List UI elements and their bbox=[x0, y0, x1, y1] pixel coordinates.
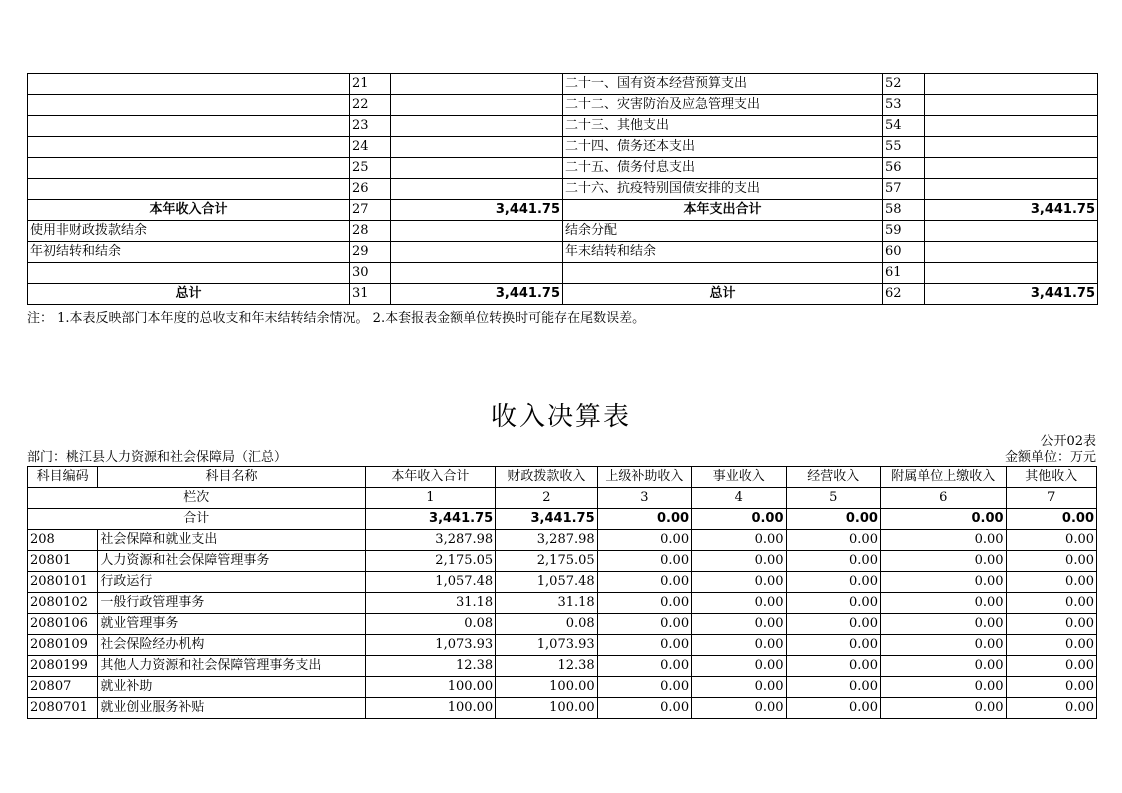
amount-cell: 0.00 bbox=[692, 572, 786, 593]
subject-code: 2080109 bbox=[28, 635, 98, 656]
expense-item-label: 二十六、抗疫特别国债安排的支出 bbox=[563, 179, 883, 200]
balance-row bbox=[28, 95, 1098, 116]
income-line-number: 26 bbox=[350, 179, 391, 200]
expense-amount bbox=[925, 158, 1098, 179]
expense-amount bbox=[925, 242, 1098, 263]
amount-cell: 0.00 bbox=[1006, 593, 1096, 614]
expense-item-label: 二十二、灾害防治及应急管理支出 bbox=[563, 95, 883, 116]
subject-code: 2080199 bbox=[28, 656, 98, 677]
expense-line-number: 53 bbox=[883, 95, 925, 116]
subject-code: 2080701 bbox=[28, 698, 98, 719]
amount-cell: 0.00 bbox=[786, 698, 880, 719]
expense-line-number: 56 bbox=[883, 158, 925, 179]
total-value: 0.00 bbox=[597, 509, 691, 530]
income-amount bbox=[391, 179, 563, 200]
amount-cell: 0.00 bbox=[1006, 635, 1096, 656]
expense-line-number: 55 bbox=[883, 137, 925, 158]
amount-cell: 0.00 bbox=[1006, 698, 1096, 719]
amount-cell: 0.00 bbox=[786, 677, 880, 698]
total-value: 3,441.75 bbox=[365, 509, 496, 530]
total-value: 0.00 bbox=[786, 509, 880, 530]
income-amount bbox=[391, 158, 563, 179]
expense-amount bbox=[925, 263, 1098, 284]
income-amount: 3,441.75 bbox=[391, 284, 563, 305]
income-item-label bbox=[28, 137, 350, 158]
income-line-number: 27 bbox=[350, 200, 391, 221]
expense-line-number: 60 bbox=[883, 242, 925, 263]
income-line-number: 30 bbox=[350, 263, 391, 284]
balance-row bbox=[28, 137, 1098, 158]
amount-cell: 100.00 bbox=[365, 698, 496, 719]
amount-cell: 0.00 bbox=[1006, 530, 1096, 551]
balance-row bbox=[28, 284, 1098, 305]
income-amount: 3,441.75 bbox=[391, 200, 563, 221]
amount-cell: 0.00 bbox=[786, 572, 880, 593]
expense-amount: 3,441.75 bbox=[925, 200, 1098, 221]
expense-amount bbox=[925, 179, 1098, 200]
subject-code: 2080101 bbox=[28, 572, 98, 593]
expense-amount bbox=[925, 221, 1098, 242]
balance-row bbox=[28, 158, 1098, 179]
amount-cell: 0.00 bbox=[597, 635, 691, 656]
income-line-number: 29 bbox=[350, 242, 391, 263]
amount-cell: 0.00 bbox=[880, 551, 1006, 572]
amount-cell: 3,287.98 bbox=[365, 530, 496, 551]
amount-cell: 0.00 bbox=[692, 656, 786, 677]
income-amount bbox=[391, 116, 563, 137]
amount-cell: 0.00 bbox=[692, 635, 786, 656]
amount-cell: 0.08 bbox=[365, 614, 496, 635]
expense-item-label: 总计 bbox=[563, 284, 883, 305]
income-amount bbox=[391, 137, 563, 158]
amount-cell: 100.00 bbox=[496, 698, 597, 719]
total-value: 3,441.75 bbox=[496, 509, 597, 530]
column-index-label: 栏次 bbox=[28, 488, 366, 509]
amount-cell: 12.38 bbox=[365, 656, 496, 677]
amount-cell: 0.00 bbox=[692, 677, 786, 698]
amount-cell: 0.00 bbox=[692, 530, 786, 551]
income-line-number: 28 bbox=[350, 221, 391, 242]
amount-cell: 0.08 bbox=[496, 614, 597, 635]
amount-cell: 0.00 bbox=[880, 656, 1006, 677]
expense-line-number: 62 bbox=[883, 284, 925, 305]
amount-cell: 0.00 bbox=[786, 656, 880, 677]
amount-cell: 0.00 bbox=[597, 572, 691, 593]
table-row bbox=[28, 530, 1097, 551]
amount-cell: 12.38 bbox=[496, 656, 597, 677]
amount-cell: 0.00 bbox=[692, 698, 786, 719]
total-label: 合计 bbox=[28, 509, 366, 530]
balance-row bbox=[28, 242, 1098, 263]
subject-code: 2080106 bbox=[28, 614, 98, 635]
amount-cell: 0.00 bbox=[597, 698, 691, 719]
page-title: 收入决算表 bbox=[490, 402, 631, 432]
amount-cell: 0.00 bbox=[692, 551, 786, 572]
amount-cell: 0.00 bbox=[1006, 572, 1096, 593]
amount-cell: 1,073.93 bbox=[496, 635, 597, 656]
amount-cell: 2,175.05 bbox=[496, 551, 597, 572]
amount-cell: 0.00 bbox=[880, 614, 1006, 635]
income-line-number: 22 bbox=[350, 95, 391, 116]
income-line-number: 24 bbox=[350, 137, 391, 158]
amount-cell: 0.00 bbox=[786, 593, 880, 614]
column-header: 其他收入 bbox=[1006, 467, 1096, 488]
amount-cell: 0.00 bbox=[786, 635, 880, 656]
amount-cell: 0.00 bbox=[1006, 656, 1096, 677]
amount-cell: 100.00 bbox=[365, 677, 496, 698]
column-index-row bbox=[28, 488, 1097, 509]
department-label: 部门：桃江县人力资源和社会保障局（汇总） bbox=[27, 450, 288, 465]
header-row bbox=[28, 467, 1097, 488]
amount-cell: 1,073.93 bbox=[365, 635, 496, 656]
expense-item-label: 二十三、其他支出 bbox=[563, 116, 883, 137]
subject-name: 人力资源和社会保障管理事务 bbox=[98, 551, 365, 572]
column-number: 4 bbox=[692, 488, 786, 509]
amount-cell: 0.00 bbox=[597, 614, 691, 635]
subject-name: 其他人力资源和社会保障管理事务支出 bbox=[98, 656, 365, 677]
table-row bbox=[28, 551, 1097, 572]
expense-item-label bbox=[563, 263, 883, 284]
subject-name: 就业创业服务补贴 bbox=[98, 698, 365, 719]
expense-item-label: 二十一、国有资本经营预算支出 bbox=[563, 74, 883, 95]
income-line-number: 23 bbox=[350, 116, 391, 137]
amount-cell: 100.00 bbox=[496, 677, 597, 698]
table-row bbox=[28, 698, 1097, 719]
expense-item-label: 二十四、债务还本支出 bbox=[563, 137, 883, 158]
form-code: 公开02表 bbox=[1040, 434, 1096, 449]
expense-amount bbox=[925, 116, 1098, 137]
amount-cell: 0.00 bbox=[880, 677, 1006, 698]
expense-item-label: 本年支出合计 bbox=[563, 200, 883, 221]
subject-name: 社会保险经办机构 bbox=[98, 635, 365, 656]
income-line-number: 25 bbox=[350, 158, 391, 179]
expense-amount bbox=[925, 95, 1098, 116]
column-number: 2 bbox=[496, 488, 597, 509]
expense-item-label: 结余分配 bbox=[563, 221, 883, 242]
amount-cell: 1,057.48 bbox=[365, 572, 496, 593]
expense-line-number: 54 bbox=[883, 116, 925, 137]
amount-cell: 0.00 bbox=[597, 551, 691, 572]
subject-name: 社会保障和就业支出 bbox=[98, 530, 365, 551]
column-header: 科目名称 bbox=[98, 467, 365, 488]
income-item-label: 本年收入合计 bbox=[28, 200, 350, 221]
income-item-label bbox=[28, 263, 350, 284]
income-item-label: 使用非财政拨款结余 bbox=[28, 221, 350, 242]
expense-item-label: 二十五、债务付息支出 bbox=[563, 158, 883, 179]
balance-row bbox=[28, 74, 1098, 95]
amount-cell: 0.00 bbox=[786, 614, 880, 635]
column-header: 事业收入 bbox=[692, 467, 786, 488]
table-note: 注： 1.本表反映部门本年度的总收支和年末结转结余情况。 2.本套报表金额单位转换时可能存在尾数误差。 bbox=[27, 311, 646, 326]
income-item-label: 总计 bbox=[28, 284, 350, 305]
subject-code: 20801 bbox=[28, 551, 98, 572]
amount-unit: 金额单位：万元 bbox=[1004, 450, 1096, 465]
subject-code: 2080102 bbox=[28, 593, 98, 614]
income-item-label: 年初结转和结余 bbox=[28, 242, 350, 263]
amount-cell: 0.00 bbox=[1006, 551, 1096, 572]
income-line-number: 31 bbox=[350, 284, 391, 305]
income-amount bbox=[391, 242, 563, 263]
expense-item-label: 年末结转和结余 bbox=[563, 242, 883, 263]
amount-cell: 31.18 bbox=[365, 593, 496, 614]
subject-code: 20807 bbox=[28, 677, 98, 698]
column-number: 1 bbox=[365, 488, 496, 509]
income-item-label bbox=[28, 74, 350, 95]
income-item-label bbox=[28, 158, 350, 179]
amount-cell: 0.00 bbox=[786, 530, 880, 551]
balance-row bbox=[28, 200, 1098, 221]
amount-cell: 0.00 bbox=[880, 530, 1006, 551]
total-value: 0.00 bbox=[880, 509, 1006, 530]
balance-row bbox=[28, 221, 1098, 242]
income-final-accounts-table bbox=[27, 466, 1097, 719]
amount-cell: 0.00 bbox=[692, 614, 786, 635]
subject-name: 就业管理事务 bbox=[98, 614, 365, 635]
expense-line-number: 57 bbox=[883, 179, 925, 200]
income-amount bbox=[391, 263, 563, 284]
column-number: 5 bbox=[786, 488, 880, 509]
amount-cell: 0.00 bbox=[597, 677, 691, 698]
expense-line-number: 61 bbox=[883, 263, 925, 284]
column-header: 科目编码 bbox=[28, 467, 98, 488]
amount-cell: 3,287.98 bbox=[496, 530, 597, 551]
column-header: 上级补助收入 bbox=[597, 467, 691, 488]
table-row bbox=[28, 656, 1097, 677]
column-number: 7 bbox=[1006, 488, 1096, 509]
expense-line-number: 58 bbox=[883, 200, 925, 221]
subject-code: 208 bbox=[28, 530, 98, 551]
amount-cell: 0.00 bbox=[880, 572, 1006, 593]
amount-cell: 0.00 bbox=[597, 656, 691, 677]
expense-line-number: 52 bbox=[883, 74, 925, 95]
column-header: 附属单位上缴收入 bbox=[880, 467, 1006, 488]
income-line-number: 21 bbox=[350, 74, 391, 95]
income-amount bbox=[391, 95, 563, 116]
subject-name: 行政运行 bbox=[98, 572, 365, 593]
table-row bbox=[28, 614, 1097, 635]
amount-cell: 1,057.48 bbox=[496, 572, 597, 593]
amount-cell: 0.00 bbox=[880, 593, 1006, 614]
amount-cell: 31.18 bbox=[496, 593, 597, 614]
table-row bbox=[28, 593, 1097, 614]
expense-line-number: 59 bbox=[883, 221, 925, 242]
column-header: 经营收入 bbox=[786, 467, 880, 488]
income-amount bbox=[391, 74, 563, 95]
income-item-label bbox=[28, 179, 350, 200]
amount-cell: 0.00 bbox=[1006, 677, 1096, 698]
income-item-label bbox=[28, 116, 350, 137]
balance-row bbox=[28, 116, 1098, 137]
balance-row bbox=[28, 263, 1098, 284]
balance-row bbox=[28, 179, 1098, 200]
amount-cell: 0.00 bbox=[692, 593, 786, 614]
total-value: 0.00 bbox=[1006, 509, 1096, 530]
expense-amount: 3,441.75 bbox=[925, 284, 1098, 305]
column-number: 3 bbox=[597, 488, 691, 509]
table-row bbox=[28, 677, 1097, 698]
amount-cell: 0.00 bbox=[880, 635, 1006, 656]
income-item-label bbox=[28, 95, 350, 116]
subject-name: 一般行政管理事务 bbox=[98, 593, 365, 614]
table-row bbox=[28, 635, 1097, 656]
amount-cell: 0.00 bbox=[597, 593, 691, 614]
income-amount bbox=[391, 221, 563, 242]
amount-cell: 0.00 bbox=[597, 530, 691, 551]
income-expense-balance-table bbox=[27, 73, 1098, 305]
subject-name: 就业补助 bbox=[98, 677, 365, 698]
column-header: 本年收入合计 bbox=[365, 467, 496, 488]
expense-amount bbox=[925, 137, 1098, 158]
total-row bbox=[28, 509, 1097, 530]
amount-cell: 0.00 bbox=[880, 698, 1006, 719]
total-value: 0.00 bbox=[692, 509, 786, 530]
amount-cell: 0.00 bbox=[786, 551, 880, 572]
amount-cell: 0.00 bbox=[1006, 614, 1096, 635]
column-number: 6 bbox=[880, 488, 1006, 509]
table-row bbox=[28, 572, 1097, 593]
amount-cell: 2,175.05 bbox=[365, 551, 496, 572]
expense-amount bbox=[925, 74, 1098, 95]
column-header: 财政拨款收入 bbox=[496, 467, 597, 488]
